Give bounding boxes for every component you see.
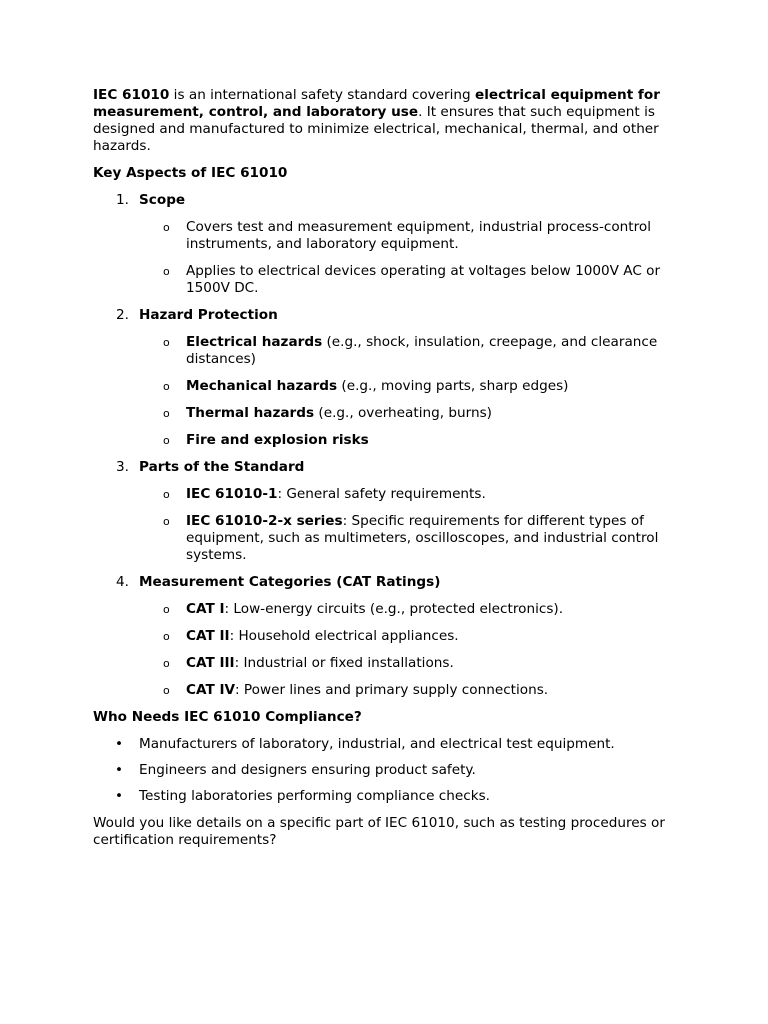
bullet-icon: • (115, 788, 124, 804)
item-bold: Mechanical hazards (186, 378, 338, 394)
circle-bullet-icon: o (163, 434, 170, 447)
scope-items (139, 219, 678, 297)
section-number: 3. (116, 459, 129, 475)
circle-bullet-icon: o (163, 684, 170, 697)
section-title: Parts of the Standard (139, 459, 305, 475)
circle-bullet-icon: o (163, 488, 170, 501)
who-needs-heading: Who Needs IEC 61010 Compliance? (93, 709, 362, 725)
item-bold: CAT I (186, 601, 225, 617)
list-item (93, 334, 678, 368)
item-text: Testing laboratories performing compliance checks. (139, 788, 491, 804)
list-item (93, 655, 678, 672)
document-body (93, 87, 678, 849)
list-item (93, 405, 678, 422)
list-item (93, 788, 678, 805)
intro-text-1: is an international safety standard covering (169, 87, 475, 103)
item-text: : Power lines and primary supply connections. (235, 682, 549, 698)
item-text: (e.g., overheating, burns) (314, 405, 492, 421)
section-number: 2. (116, 307, 129, 323)
section-title: Measurement Categories (CAT Ratings) (139, 574, 441, 590)
bullet-icon: • (115, 736, 124, 752)
parts-items (139, 486, 678, 564)
list-item (93, 378, 678, 395)
item-text: : Specific requirements for different types of equipment, such as multimeters, oscilloscopes, and industrial control systems. (186, 513, 659, 563)
item-text: : Household electrical appliances. (229, 628, 459, 644)
item-text: Covers test and measurement equipment, industrial process-control instruments, and laboratory equipment. (186, 219, 652, 252)
list-item (93, 628, 678, 645)
list-item (93, 682, 678, 699)
item-bold: Thermal hazards (186, 405, 315, 421)
intro-text-2: . It ensures that such equipment is designed and manufactured to minimize electrical, mechanical, thermal, and other hazards. (93, 104, 659, 154)
item-text: Manufacturers of laboratory, industrial, and electrical test equipment. (139, 736, 615, 752)
section-parts-of-standard (93, 459, 678, 564)
intro-emphasis: electrical equipment for measurement, control, and laboratory use (93, 87, 660, 120)
item-bold: Fire and explosion risks (186, 432, 369, 448)
circle-bullet-icon: o (163, 380, 170, 393)
item-text: (e.g., moving parts, sharp edges) (337, 378, 569, 394)
circle-bullet-icon: o (163, 407, 170, 420)
item-text: Applies to electrical devices operating at voltages below 1000V AC or 1500V DC. (186, 263, 661, 296)
list-item (93, 736, 678, 753)
circle-bullet-icon: o (163, 657, 170, 670)
intro-paragraph (93, 87, 678, 155)
circle-bullet-icon: o (163, 603, 170, 616)
circle-bullet-icon: o (163, 336, 170, 349)
who-needs-list (93, 736, 678, 805)
list-item (93, 263, 678, 297)
intro-term: IEC 61010 (93, 87, 170, 103)
bullet-icon: • (115, 762, 124, 778)
key-aspects-heading: Key Aspects of IEC 61010 (93, 165, 288, 181)
section-hazard-protection (93, 307, 678, 449)
item-text: : Industrial or fixed installations. (234, 655, 454, 671)
list-item (93, 513, 678, 564)
list-item (93, 601, 678, 618)
item-bold: CAT III (186, 655, 235, 671)
list-item (93, 762, 678, 779)
section-scope (93, 192, 678, 297)
list-item (93, 219, 678, 253)
item-text: : Low-energy circuits (e.g., protected electronics). (224, 601, 564, 617)
circle-bullet-icon: o (163, 515, 170, 528)
item-bold: CAT II (186, 628, 230, 644)
circle-bullet-icon: o (163, 221, 170, 234)
item-text: : General safety requirements. (277, 486, 486, 502)
list-item (93, 432, 678, 449)
hazard-items (139, 334, 678, 449)
section-number: 4. (116, 574, 129, 590)
section-title: Hazard Protection (139, 307, 278, 323)
list-item (93, 486, 678, 503)
circle-bullet-icon: o (163, 630, 170, 643)
circle-bullet-icon: o (163, 265, 170, 278)
item-bold: IEC 61010-2-x series (186, 513, 343, 529)
item-bold: CAT IV (186, 682, 236, 698)
item-text: Engineers and designers ensuring product safety. (139, 762, 476, 778)
item-text: (e.g., shock, insulation, creepage, and clearance distances) (186, 334, 658, 367)
section-number: 1. (116, 192, 129, 208)
item-bold: Electrical hazards (186, 334, 323, 350)
closing-question: Would you like details on a specific part of IEC 61010, such as testing procedures or certification requirements? (93, 815, 665, 848)
key-aspects-list (93, 192, 678, 699)
section-title: Scope (139, 192, 186, 208)
item-bold: IEC 61010-1 (186, 486, 278, 502)
cat-items (139, 601, 678, 699)
section-measurement-categories (93, 574, 678, 699)
